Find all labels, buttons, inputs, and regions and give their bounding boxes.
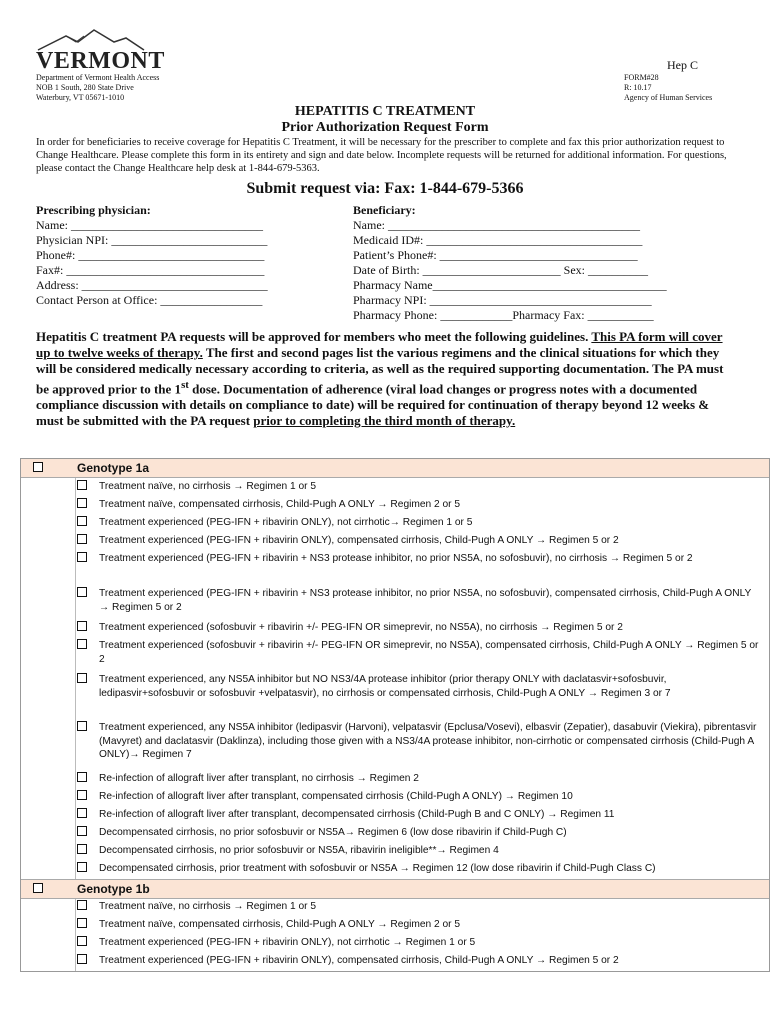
notice-part-3: The first and second pages list the various regimens and the clinical situations for which they will be considered medically necessary according to criteria, as well as the required supporting documentation. The PA must be approved prior to the 1 — [36, 345, 724, 397]
notice-twelve-weeks: This PA form will cover up to twelve weeks of therapy. — [36, 329, 723, 360]
regimen-checkbox[interactable] — [77, 936, 87, 946]
agency-name: Agency of Human Services — [624, 93, 713, 102]
regimen-checkbox[interactable] — [77, 808, 87, 818]
regimen-text: Decompensated cirrhosis, no prior sofosbuvir or NS5A→ Regimen 6 (low dose ribavirin if Child-Pugh C) — [99, 827, 567, 838]
address-line-2: Waterbury, VT 05671-1010 — [36, 93, 125, 102]
regimen-checkbox[interactable] — [77, 900, 87, 910]
logo-wordmark: VERMONT — [36, 48, 165, 74]
regimen-checkbox[interactable] — [77, 516, 87, 526]
regimen-text: Decompensated cirrhosis, no prior sofosbuvir or NS5A, ribavirin ineligible**→ Regimen 4 — [99, 845, 499, 856]
address-line-1: NOB 1 South, 280 State Drive — [36, 83, 134, 92]
regimen-checkbox[interactable] — [77, 844, 87, 854]
form-title: HEPATITIS C TREATMENT — [294, 104, 476, 119]
regimen-checkbox[interactable] — [77, 954, 87, 964]
physician-phone-field[interactable]: Phone#: _______________________________ — [36, 248, 265, 262]
regimen-checkbox[interactable] — [77, 918, 87, 928]
regimen-checkbox[interactable] — [77, 534, 87, 544]
notice-superscript: st — [181, 379, 189, 391]
regimen-checkbox[interactable] — [77, 587, 87, 597]
regimen-text: Treatment naïve, compensated cirrhosis, Child-Pugh A ONLY → Regimen 2 or 5 — [99, 919, 461, 930]
regimen-text: Treatment experienced (PEG-IFN + ribavirin ONLY), not cirrhotic→ Regimen 1 or 5 — [99, 517, 473, 528]
beneficiary-name-field[interactable]: Name: __________________________________________ — [353, 218, 640, 232]
regimen-text: Treatment naïve, compensated cirrhosis, Child-Pugh A ONLY → Regimen 2 or 5 — [99, 499, 461, 510]
physician-fax-field[interactable]: Fax#: _________________________________ — [36, 263, 265, 277]
regimen-checkbox[interactable] — [77, 862, 87, 872]
regimen-checkbox[interactable] — [77, 552, 87, 562]
patient-phone-field[interactable]: Patient’s Phone#: _________________________________ — [353, 248, 638, 262]
genotype-table — [20, 458, 770, 972]
regimen-text: Treatment experienced, any NS5A inhibitor but NO NS3/4A protease inhibitor (prior therapy ONLY with daclatasvir+sofosbuvir, ledipasvir+sofosbuvir or sofosbuvir +velpatasvir), no cirrhosis or compensated cirrhosis, Child-Pugh A ONLY → Regimen 3 or 7 — [99, 674, 671, 699]
regimen-text: Re-infection of allograft liver after transplant, decompensated cirrhosis (Child-Pugh B and C ONLY) → Regimen 11 — [99, 809, 615, 820]
form-info — [624, 73, 712, 103]
regimen-text: Treatment experienced (PEG-IFN + ribavirin + NS3 protease inhibitor, no prior NS5A, no sofosbuvir), compensated cirrhosis, Child-Pugh A ONLY → Regimen 5 or 2 — [99, 588, 752, 613]
regimen-checkbox[interactable] — [77, 498, 87, 508]
genotype-1b-checkbox[interactable] — [33, 883, 43, 893]
regimen-checkbox[interactable] — [77, 639, 87, 649]
regimen-text: Treatment experienced (PEG-IFN + ribavirin ONLY), compensated cirrhosis, Child-Pugh A ONLY → Regimen 5 or 2 — [99, 955, 619, 966]
notice-part-4: dose. Documentation of adherence (viral load changes or progress notes with a documented compliance discussion with details on compliance to date) will be required for continuation of therapy beyond 12 weeks & must be submitted with the PA request — [36, 381, 710, 429]
regimen-text: Treatment naïve, no cirrhosis → Regimen 1 or 5 — [99, 901, 317, 912]
form-tag: Hep C — [667, 58, 698, 72]
pharmacy-phone-fax-field[interactable]: Pharmacy Phone: ____________Pharmacy Fax: ___________ — [353, 308, 654, 322]
notice-third-month: prior to completing the third month of therapy. — [253, 413, 516, 429]
department-name: Department of Vermont Health Access — [36, 73, 160, 82]
regimen-text: Treatment experienced (sofosbuvir + ribavirin +/- PEG-IFN OR simeprevir, no NS5A), no cirrhosis → Regimen 5 or 2 — [99, 622, 623, 633]
vermont-logo — [36, 28, 165, 74]
regimen-checkbox[interactable] — [77, 826, 87, 836]
form-revision: R: 10.17 — [624, 83, 652, 92]
regimen-text: Decompensated cirrhosis, prior treatment with sofosbuvir or NS5A → Regimen 12 (low dose ribavirin if Child-Pugh Class C) — [99, 863, 656, 874]
regimen-text: Treatment naïve, no cirrhosis → Regimen 1 or 5 — [99, 481, 317, 492]
physician-address-field[interactable]: Address: _______________________________ — [36, 278, 268, 292]
physician-section — [36, 203, 336, 308]
beneficiary-section — [353, 203, 693, 323]
regimen-checkbox[interactable] — [77, 621, 87, 631]
regimen-checkbox[interactable] — [77, 480, 87, 490]
notice-part-1: Hepatitis C treatment PA requests will be approved for members who meet the following guidelines. — [36, 329, 592, 344]
genotype-1b-label: Genotype 1b — [77, 882, 150, 896]
guidelines-notice — [36, 329, 736, 429]
department-address — [36, 73, 159, 103]
regimen-checkbox[interactable] — [77, 790, 87, 800]
fax-instructions: Submit request via: Fax: 1-844-679-5366 — [246, 180, 524, 197]
regimen-checkbox[interactable] — [77, 721, 87, 731]
regimen-text: Treatment experienced (PEG-IFN + ribavirin + NS3 protease inhibitor, no prior NS5A, no sofosbuvir), no cirrhosis → Regimen 5 or 2 — [99, 553, 693, 564]
regimen-text: Treatment experienced, any NS5A inhibitor (ledipasvir (Harvoni), velpatasvir (Epclusa/Vosevi), elbasvir (Zepatier), dasabuvir (Viekira), pibrentasvir (Mavyret) and daclatasvir (Daklinza), including those given with a NS3/4A protease inhibitor, non-cirrhotic or compensated cirrhosis (Child-Pugh A ONLY)→ Regimen 7 — [99, 722, 757, 760]
intro-paragraph: In order for beneficiaries to receive coverage for Hepatitis C Treatment, it will be necessary for the prescriber to complete and fax this prior authorization request to Change Healthcare. Please complete this form in its entirety and sign and date below. Incomplete requests will be returned for additional information. For questions, please contact the Change Healthcare help desk at 1-844-679-5363. — [36, 137, 727, 174]
regimen-checkbox[interactable] — [77, 772, 87, 782]
form-number: FORM#28 — [624, 73, 659, 82]
regimen-text: Re-infection of allograft liver after transplant, no cirrhosis → Regimen 2 — [99, 773, 419, 784]
genotype-1a-header — [21, 459, 769, 478]
physician-heading: Prescribing physician: — [36, 203, 151, 217]
physician-npi-field[interactable]: Physician NPI: __________________________ — [36, 233, 268, 247]
contact-person-field[interactable]: Contact Person at Office: _________________ — [36, 293, 263, 307]
genotype-1b-header — [21, 879, 769, 899]
medicaid-id-field[interactable]: Medicaid ID#: ____________________________________ — [353, 233, 643, 247]
regimen-text: Treatment experienced (PEG-IFN + ribavirin ONLY), not cirrhotic → Regimen 1 or 5 — [99, 937, 476, 948]
regimen-checkbox[interactable] — [77, 673, 87, 683]
dob-sex-field[interactable]: Date of Birth: _______________________ Sex: __________ — [353, 263, 648, 277]
pharmacy-name-field[interactable]: Pharmacy Name_______________________________________ — [353, 278, 667, 292]
genotype-1a-label: Genotype 1a — [77, 461, 150, 475]
form-subtitle: Prior Authorization Request Form — [281, 120, 489, 135]
regimen-text: Re-infection of allograft liver after transplant, compensated cirrhosis (Child-Pugh A ONLY) → Regimen 10 — [99, 791, 573, 802]
regimen-text: Treatment experienced (PEG-IFN + ribavirin ONLY), compensated cirrhosis, Child-Pugh A ONLY → Regimen 5 or 2 — [99, 535, 619, 546]
physician-name-field[interactable]: Name: ________________________________ — [36, 218, 263, 232]
pharmacy-npi-field[interactable]: Pharmacy NPI: _____________________________________ — [353, 293, 652, 307]
beneficiary-heading: Beneficiary: — [353, 203, 416, 217]
genotype-1a-checkbox[interactable] — [33, 462, 43, 472]
regimen-text: Treatment experienced (sofosbuvir + ribavirin +/- PEG-IFN OR simeprevir, no NS5A), compensated cirrhosis, Child-Pugh A ONLY → Regimen 5 or 2 — [99, 640, 759, 665]
